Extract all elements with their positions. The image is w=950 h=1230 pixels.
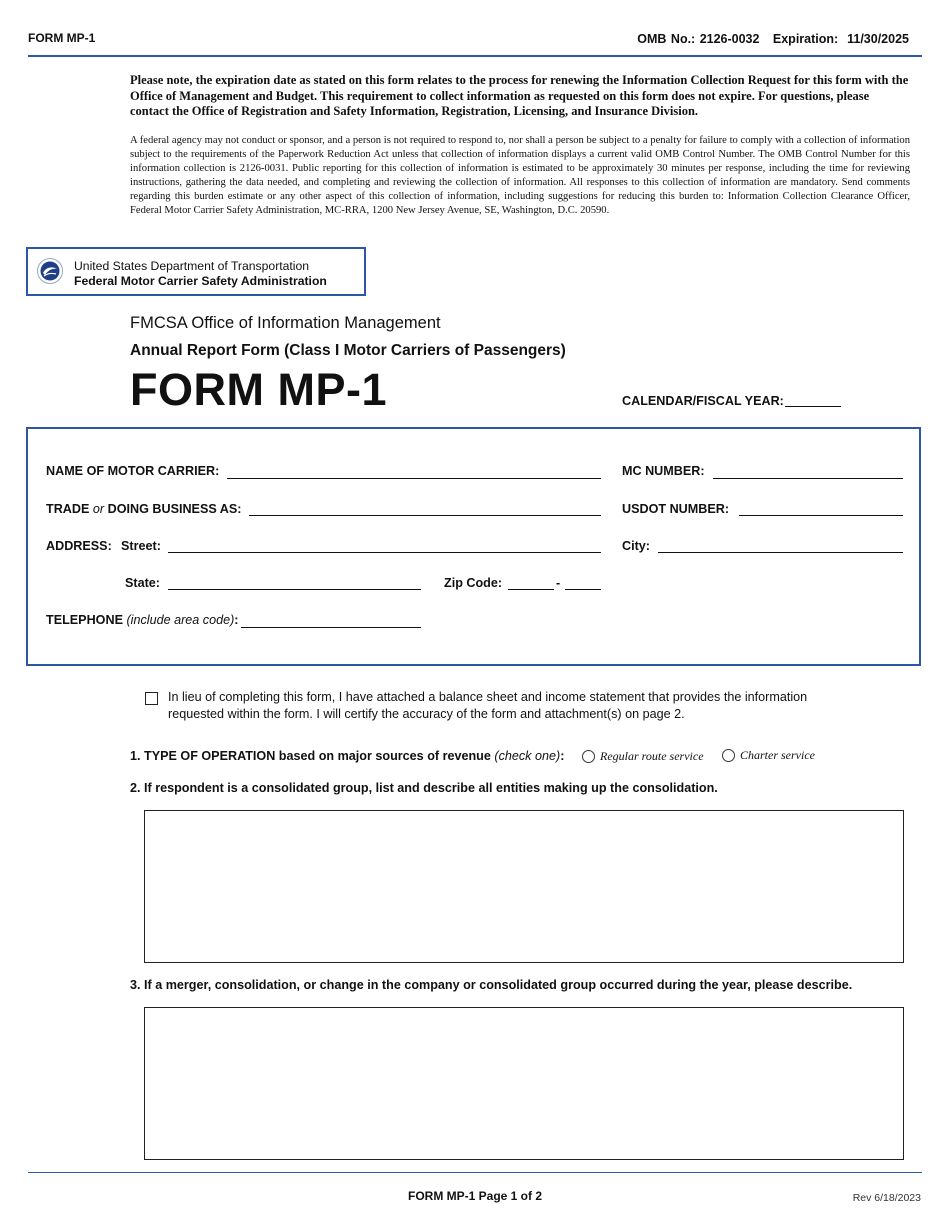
omb-number: OMB No.: 2126-0032 (637, 32, 760, 46)
zip-code-label: Zip Code: (444, 576, 503, 590)
revision-date: Rev 6/18/2023 (852, 1192, 921, 1204)
dba-label: TRADE or DOING BUSINESS AS: (46, 502, 242, 516)
dba-field[interactable] (249, 515, 601, 516)
calendar-year-field[interactable] (785, 406, 841, 407)
q3-label: 3. If a merger, consolidation, or change in the company or consolidated group occurred during the year, please describe. (130, 978, 853, 992)
in-lieu-checkbox[interactable] (145, 692, 158, 705)
address-label: ADDRESS: (46, 539, 112, 553)
footer-rule (28, 1172, 922, 1173)
state-label: State: (125, 576, 160, 590)
regular-route-radio[interactable] (582, 750, 595, 763)
telephone-label: TELEPHONE (include area code): (46, 613, 239, 627)
dot-seal-icon (37, 258, 63, 284)
zip-code-field[interactable] (508, 589, 554, 590)
department-name: United States Department of Transportation (74, 259, 310, 273)
expiration-notice: Please note, the expiration date as stated on this form relates to the process for renewing the Information Collection Request for this form with the Office of Management and Budget. This requirement to collect information as requested on this form does not expire. For questions, please contact the Office of Registration and Safety Information, Registration, Licensing, and Insurance Division. (130, 73, 909, 119)
mc-number-field[interactable] (713, 478, 903, 479)
street-label: Street: (121, 539, 161, 553)
page-indicator: FORM MP-1 Page 1 of 2 (407, 1189, 543, 1203)
omb-info (637, 32, 909, 46)
form-title: FORM MP-1 (130, 364, 387, 415)
form-id: FORM MP-1 (28, 31, 96, 45)
form-subtitle: Annual Report Form (Class I Motor Carriers of Passengers) (130, 342, 566, 359)
mc-number-label: MC NUMBER: (622, 464, 705, 478)
city-field[interactable] (658, 552, 903, 553)
regular-route-label: Regular route service (600, 749, 704, 763)
carrier-name-field[interactable] (227, 478, 601, 479)
carrier-name-label: NAME OF MOTOR CARRIER: (46, 464, 220, 478)
zip-dash: - (556, 576, 561, 590)
charter-service-label: Charter service (740, 748, 815, 762)
administration-name: Federal Motor Carrier Safety Administration (74, 274, 327, 288)
q2-textarea[interactable] (144, 810, 904, 963)
q1-label: 1. TYPE OF OPERATION based on major sources of revenue (check one): (130, 749, 565, 763)
telephone-field[interactable] (241, 627, 421, 628)
q3-textarea[interactable] (144, 1007, 904, 1160)
state-field[interactable] (168, 589, 421, 590)
charter-service-radio[interactable] (722, 749, 735, 762)
q2-label: 2. If respondent is a consolidated group, list and describe all entities making up the consolidation. (130, 781, 718, 795)
usdot-number-label: USDOT NUMBER: (622, 502, 730, 516)
zip-extension-field[interactable] (565, 589, 601, 590)
header-rule (28, 55, 922, 57)
city-label: City: (622, 539, 650, 553)
street-field[interactable] (168, 552, 601, 553)
calendar-year-label: CALENDAR/FISCAL YEAR: (622, 394, 784, 408)
agency-badge (26, 247, 366, 296)
usdot-number-field[interactable] (739, 515, 903, 516)
paperwork-reduction-statement: A federal agency may not conduct or sponsor, and a person is not required to respond to, nor shall a person be subject to a penalty for failure to comply with a collection of information subject to the requirements of the Paperwork Reduction Act unless that collection of information displays a current valid OMB Control Number. The OMB Control Number for this information collection is 2126-0031. Public reporting for this collection of information is estimated to be approximately 30 minutes per response, including the time for reviewing instructions, gathering the data needed, and completing and reviewing the collection of information. All responses to this collection of information are mandatory. Send comments regarding this burden estimate or any other aspect of this collection of information, including suggestions for reducing this burden to: Information Collection Clearance Officer, Federal Motor Carrier Safety Administration, MC-RRA, 1200 New Jersey Avenue, SE, Washington, D.C. 20590. (130, 135, 910, 216)
in-lieu-text: In lieu of completing this form, I have attached a balance sheet and income statement that provides the information requested within the form. I will certify the accuracy of the form and attachment(s) on page 2. (168, 690, 808, 721)
expiration-date: Expiration: 11/30/2025 (772, 32, 909, 46)
office-name: FMCSA Office of Information Management (130, 314, 441, 332)
